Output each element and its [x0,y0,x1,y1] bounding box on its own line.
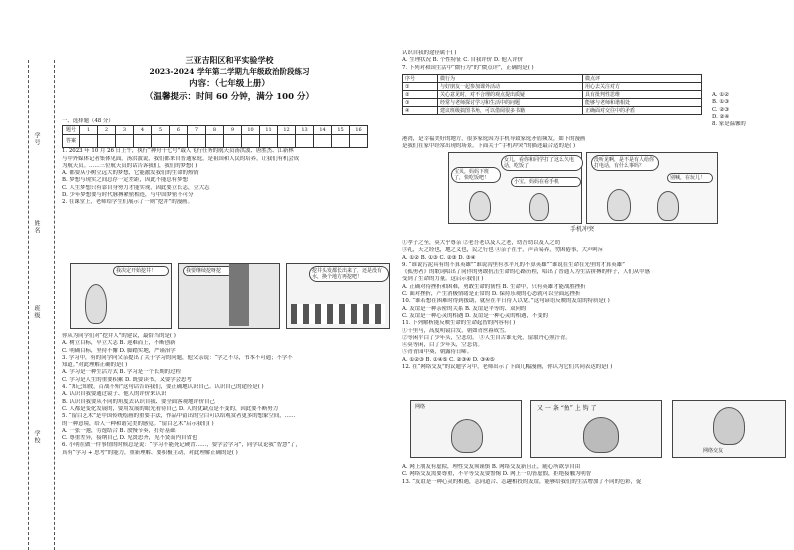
question-number: 3 [116,126,134,135]
table-cell: 正确面对交往中的矛盾 [583,107,702,115]
text-line: 2. 在课堂上，老师给学生们展示了一则“挖井”的漫画。 [62,199,193,206]
text-line: 受到了生命的力量。这启示我们( ) [402,276,484,283]
binding-label-id: 学号 [33,132,40,146]
table-cell: ③ [403,99,438,107]
text-line: 7. 下列对和国生活中“微行为”的“微点评”，正确的是( ) [402,64,534,71]
table-header: 微点评 [583,75,702,83]
answer-cell[interactable] [350,135,368,148]
table-header: 序号 [403,75,438,83]
mother-figure [469,191,491,221]
table-row [403,91,702,99]
cartoon-label: 网络 [415,404,426,410]
text-line: C. 友谊是一种心灵的相遇 D. 友谊是一种心灵的相遇，不变的 [402,312,549,319]
text-line: 真有“学习 + 思考”的能力，重新理解、要积极主动，对此理解正确的是( ) [62,449,238,456]
answer-cell[interactable] [296,135,314,148]
text-line: A. ①② B. ①③ C. ②③ D. ③④ [402,254,476,261]
question-number: 5 [152,126,170,135]
text-line: C. 人都是变化发展的，要用发展的眼光看待自己 D. 人的优缺点是不变的，因此要不断努力 [62,405,279,412]
right-column-top [402,50,787,72]
cartoon-scene-left [448,152,582,224]
speech-bubble: 我要继续挖呀挖 [183,266,233,276]
text-line: A. 都要从小树立远大的梦想，它能激发我们的生命的热情 [62,170,199,177]
text-line: 3. 学习中，有的同学向父亲提出了关于学习的问题，他父亲说：“学之不尽，书本不可通；不学不 [62,354,293,361]
answer-cell[interactable] [206,135,224,148]
table-header-row [403,75,702,83]
text-line: 《孤勇者》的歌词唱出了同伴的勇敢抗击生命的心路历程，唱出了普通人为生活拼搏的样子，人们从中感 [402,269,650,276]
question-7-table [402,74,702,115]
text-line: C. 明确目标，坚持不懈 D. 脚踏实地，严谨治学 [62,347,176,354]
digger-figure [85,284,107,324]
binding-label-class: 班级 [33,305,40,319]
option: D. ②④ [712,113,730,120]
speech-bubble: 别喊，在玩儿！ [667,173,713,183]
text-line: 12. 在“网络交友”的议题学习中，老师出示了下面几幅漫画，你认为它们共同表达的是( ) [402,364,613,371]
answer-cell[interactable] [80,135,98,148]
answer-cell[interactable] [188,135,206,148]
answer-cell[interactable] [314,135,332,148]
text-line: 5. “留白艺术”是中国传统绘画的重要手法，作品中留出的空白可以给观赏者更多的想象空间，…… [62,413,296,420]
fish-hook-figure [583,417,619,453]
text-line: A. 友谊是一种亲密的关系 B. 友谊是平等的、双向的 [402,305,527,312]
question-number: 14 [314,126,332,135]
answer-cell[interactable] [242,135,260,148]
cartoon-panel-1 [70,263,172,329]
text-line: ①千里马，高度明镜白发，朝如青丝暮成雪。 [402,327,510,334]
text-line: C. 人生梦想只有靠自身努力才能实现，因此要立长志，立大志 [62,184,210,191]
questions-12-13 [402,464,787,486]
text-line: 4. “知己知彼，百战不殆”这句话告诉我们，要正确地认识自己。认识自己的途径是( ) [62,384,264,391]
text-line: 1. 2023 年 10 月 26 日上午，执行“神舟十七号”载人飞行任务的航天员汤洪波、唐胜杰、江新林 [62,148,294,155]
table-cell: 能够与老师和谐相处 [583,99,702,107]
text-line: 为航天员。……三位航天员的话告诉我们，我们的梦想( ) [62,162,198,169]
answer-grid-answer-row [63,135,368,148]
text-line: 港湾，是幸福美好的地方，很多家庭因为手机导致家庭矛盾频发，如下的漫画 [402,136,586,142]
text-line: 10. “谁若想在困难时得到援助，就应在平日待人以宽。”这句谚语反映的友谊的特质是( ) [402,298,610,305]
text-line: C. 学习是人生的重要积累 D. 既要读书，又要学会思考 [62,376,192,383]
questions-8-12 [402,240,787,371]
text-line: C. 网络交友需要尊重，不平等交友要警惕 D. 网上一切皆虚假，拒绝接触为明智 [402,471,592,478]
cartoon-label: 网络交友 [703,448,724,454]
text-line: 认识自我的途径属于( ) [402,50,457,56]
cartoon-online-3 [672,400,786,458]
speech-bubble: 女儿，看你和同学打了这么久电话，吃饭了 [501,155,583,171]
answer-cell[interactable] [116,135,134,148]
text-line: 11. 下列解析能反映生命的生命起智的内容有( ) [402,320,516,327]
option: A. ①② [712,92,729,98]
cartoon-scene-right [586,152,718,224]
table-cell: ② [403,91,438,99]
text-line: 6. 小明在做一件事情的时候总是说：“学习不能死记硬背……，要学会学习”，同学议论我“智慧”了， [62,442,301,449]
text-line: B. 认识自我要从不同的角度去认识自我、要全面客观地评价自己 [62,398,215,405]
answer-cell[interactable] [224,135,242,148]
speech-bubble: 挖井头发都长出来了，还是没有水，换个地方再挖吧！ [309,266,389,282]
text-line: ②等闲平白了少年头，空悲切。 ③人生自古谁无死，留取丹心照汗青。 [402,334,571,341]
exam-scope: 内容：（七年级上册） [189,79,270,89]
table-row [403,107,702,115]
answer-cell[interactable] [278,135,296,148]
answer-cell[interactable] [332,135,350,148]
table-header: 微行为 [438,75,583,83]
table-cell: 关心意见时，对不合理的观点提出质疑 [438,91,583,99]
text-line: A. 生理状况 B. 个性特征 C. 自我评价 D. 他人评价 [402,57,524,64]
table-cell: 与好朋友一起参加课外活动 [438,83,583,91]
answer-cell[interactable] [260,135,278,148]
text-line: C. 尊重差异，接纳自己 D. 见贤思齐，见不贤而内自省也 [62,435,198,442]
text-line: A. 正确对待挫折和困难，勇敢生命的韧性 B. 生命中，只有英雄才能战胜挫折 [402,283,586,290]
speech-bubble: 我决定开始挖井！ [113,266,169,276]
text-line: 9. “谁说污泥具有的不算英雄”“谁说沟里有水平凡的不算英雄”“谁说在生命在光里的才算英雄” [402,261,625,268]
cartoon-online-1 [410,400,522,458]
question-number: 4 [134,126,152,135]
exam-header [62,54,397,104]
question-8-start: 8. 家是温馨的 [712,121,746,128]
table-cell: 用心去关注对方 [583,83,702,91]
computer-user-figure [713,407,745,445]
exam-title: 2023-2024 学年第二学期九年级政治阶段练习 [149,67,310,76]
question-number: 11 [260,126,278,135]
text-line: A. 学习是一种生活方式 B. 学习是一个长期的过程 [62,369,181,376]
text-line: A. ①②③ B. ①④⑤ C. ②③④ D. ③④⑤ [402,356,495,363]
table-cell: ① [403,83,438,91]
question-number: 7 [188,126,206,135]
question-number: 8 [206,126,224,135]
online-friend-cartoons [410,400,785,458]
binding-label-school: 学校 [33,430,40,444]
answer-cell[interactable] [152,135,170,148]
text-line: 知道。”对此理解正确的是( ) [62,362,128,369]
answer-grid-number-row [63,126,368,135]
table-row [403,99,702,107]
option: C. ②③ [712,106,730,113]
question-number: 13 [296,126,314,135]
question-8-text [402,136,787,151]
text-line: ①孝子之至，莫大乎尊亲 ②老吾老以及人之老，幼吾幼以及人之幼 [402,240,561,246]
text-line: A. 网上朋友有虚拟，理性交友须谨慎 B. 网络交友新且正，随心所欲享自由 [402,464,581,470]
text-line: 13. “友谊是一种心灵的相遇，志同道合、志趣相投的友谊，能够给我们的生活增加了不同的色彩，促 [402,478,642,485]
parent-figure [607,189,631,221]
binding-dashed-line [28,60,29,550]
text-line: A. 认识自我要通过镜子、他人的评价来认识 [62,391,167,398]
table-row [403,83,702,91]
well-shaft [229,264,249,326]
binding-dashed-line-inner [54,60,55,550]
answer-grid-label: 题号 [63,126,80,135]
text-line: 你从为同学们对“挖井人”的建议，最恰当的是( ) [62,333,176,339]
school-name: 三亚吉阳区和平实验学校 [185,55,274,65]
answer-cell[interactable] [98,135,116,148]
table-cell: 建议班级搞图书角，可以借阅很多书籍 [438,107,583,115]
question-7-options [712,92,788,128]
text-line: 与中外媒体记者集体见面。汤洪波说，我们都来自普通家庭，是祖国和人民的培养，让我们有机会成 [62,155,300,162]
binding-label-name: 姓名 [33,220,40,234]
phone-conflict-cartoon [448,152,718,232]
question-number: 9 [224,126,242,135]
section-title: 一、选择题（48 分） [62,118,114,124]
text-line: 是我们在家中经常出现的场景，下面关于“手机冲突”的描述最合适的是( ) [402,143,576,150]
child-figure [529,193,549,221]
questions-2-6 [62,333,397,457]
question-number: 15 [332,126,350,135]
answer-cell[interactable] [170,135,188,148]
cartoon-panel-2 [178,263,280,329]
question-number: 12 [278,126,296,135]
left-column [62,118,397,207]
answer-grid [62,125,368,148]
speech-bubble: 小宝，妈妈在看手机 [511,177,581,187]
well-digging-cartoon [70,263,390,329]
cartoon-panel-3 [286,263,390,329]
question-7-table-wrap [402,74,702,115]
question-number: 6 [170,126,188,135]
text-line: B. 梦想与现实之间总存一定差距，因此不能总有梦想 [62,177,188,184]
binding-margin [6,60,68,550]
daughter-figure [657,191,679,221]
text-line: ③礼，天之经也，地之义也，民之行也 ④亲子在乎，声音易养，勿困倦事，大声呵斥 [402,247,604,254]
option: B. ①③ [712,99,730,106]
text-line: D. 少年梦想要与时代脉搏紧密相连，与中国梦密不可分 [62,192,194,199]
cartoon-label: 又 一 条 “鱼” 上 钩 了 [537,405,597,412]
question-number: 10 [242,126,260,135]
answer-cell[interactable] [134,135,152,148]
text-line: ④莫等闲，白了少年头，空悲切。 [402,342,483,349]
text-line: C. 面对挫折，产生消极情绪是正常的 D. 保持乐观的心态就可以全面远挫折 [402,291,581,298]
question-number: 1 [80,126,98,135]
text-line: A. 一张一弛，劳逸结合 B. 放慢节奏，打好基础 [62,427,176,434]
text-line: ⑤青青园中葵，朝露待日晞。 [402,349,473,356]
speech-bubble: 宝贝，妈妈下班了，快吃饭吧！ [451,167,501,183]
text-line: 的一种意境，给人一种和谐完美的感觉。“留白艺术”启示我们( ) [62,420,214,427]
exam-tip: （温馨提示：时间 60 分钟，满分 100 分） [145,92,314,102]
question-number: 16 [350,126,368,135]
table-cell: 经常与老师探讨学习和生活中的问题 [438,99,583,107]
text-line: A. 树立目标，早立大志 B. 迎难而上，不断创新 [62,340,176,347]
unfinished-wells [291,304,385,324]
table-cell: 具有批判性思维 [583,91,702,99]
net-figure [451,419,483,453]
cartoon-online-2 [530,400,662,458]
table-cell: ④ [403,107,438,115]
cartoon-caption: 手机冲突 [569,226,594,233]
answer-grid-label: 答案 [63,135,80,148]
speech-bubble: 没听见啊，是不是有人给你打电话，有什么事吗？ [591,155,659,171]
questions-1-2 [62,148,397,206]
question-number: 2 [98,126,116,135]
